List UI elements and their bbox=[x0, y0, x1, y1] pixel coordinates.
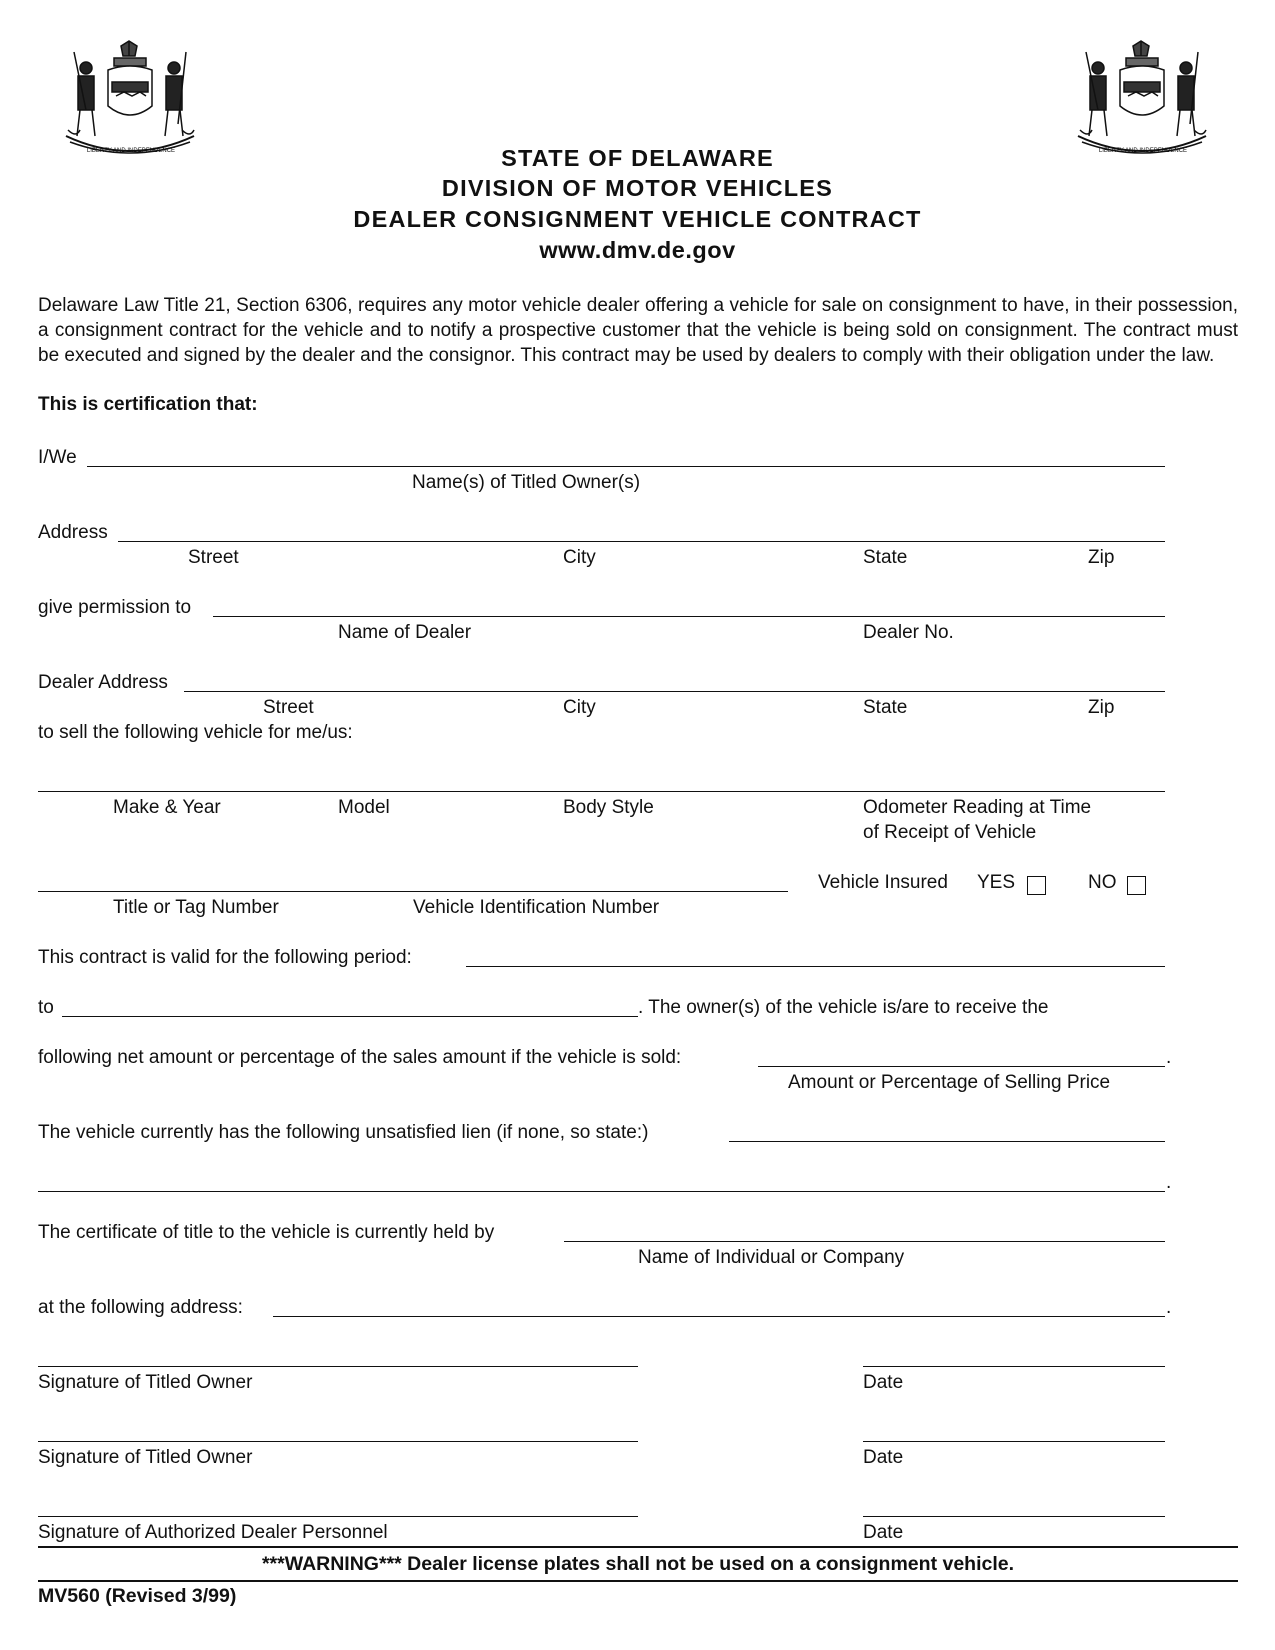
address-state-caption: State bbox=[863, 547, 908, 568]
title-holder-caption: Name of Individual or Company bbox=[638, 1247, 905, 1268]
dealer-name-caption: Name of Dealer bbox=[338, 622, 472, 643]
signature-owner-2-field[interactable] bbox=[38, 1441, 638, 1442]
vin-caption: Vehicle Identification Number bbox=[413, 897, 660, 918]
signature-owner-2-date-field[interactable] bbox=[863, 1441, 1165, 1442]
holder-address-label: at the following address: bbox=[38, 1297, 243, 1318]
vehicle-description-field[interactable] bbox=[38, 791, 1165, 792]
period-start-field[interactable] bbox=[466, 966, 1165, 967]
header-url[interactable]: www.dmv.de.gov bbox=[539, 237, 736, 263]
dealer-address-label: Dealer Address bbox=[38, 672, 168, 693]
body-style-caption: Body Style bbox=[563, 797, 654, 818]
signature-dealer-date-label: Date bbox=[863, 1522, 904, 1543]
title-tag-caption: Title or Tag Number bbox=[113, 897, 279, 918]
title-holder-label: The certificate of title to the vehicle is currently held by bbox=[38, 1222, 495, 1243]
header-state: STATE OF DELAWARE bbox=[501, 145, 774, 171]
sell-text: to sell the following vehicle for me/us: bbox=[38, 722, 353, 743]
period-label: This contract is valid for the following period: bbox=[38, 947, 412, 968]
owner-name-field[interactable] bbox=[87, 466, 1165, 467]
state-seal-right bbox=[1068, 40, 1218, 158]
lien-field[interactable] bbox=[729, 1141, 1165, 1142]
signature-owner-1-field[interactable] bbox=[38, 1366, 638, 1367]
svg-text:LIBERTY AND INDEPENDENCE: LIBERTY AND INDEPENDENCE bbox=[1098, 148, 1188, 154]
odometer-caption-1: Odometer Reading at Time bbox=[863, 797, 1092, 818]
title-holder-field[interactable] bbox=[564, 1241, 1165, 1242]
dealer-name-field[interactable] bbox=[213, 616, 1165, 617]
lien-period: . bbox=[1166, 1172, 1172, 1193]
address-street-caption: Street bbox=[188, 547, 239, 568]
owner-caption: Name(s) of Titled Owner(s) bbox=[412, 472, 641, 493]
svg-text:LIBERTY AND INDEPENDENCE: LIBERTY AND INDEPENDENCE bbox=[86, 148, 176, 154]
odometer-caption-2: of Receipt of Vehicle bbox=[863, 822, 1037, 843]
amount-period: . bbox=[1166, 1047, 1172, 1068]
certification-heading: This is certification that: bbox=[38, 394, 258, 415]
warning-text: ***WARNING*** Dealer license plates shall not be used on a consignment vehicle. bbox=[261, 1553, 1015, 1575]
lien-field-continued[interactable] bbox=[38, 1191, 1165, 1192]
signature-owner-2-date-label: Date bbox=[863, 1447, 904, 1468]
warning-bottom-rule bbox=[38, 1580, 1238, 1582]
address-zip-caption: Zip bbox=[1088, 547, 1115, 568]
signature-owner-1-date-label: Date bbox=[863, 1372, 904, 1393]
dealer-city-caption: City bbox=[563, 697, 596, 718]
holder-address-field[interactable] bbox=[273, 1316, 1165, 1317]
amount-caption: Amount or Percentage of Selling Price bbox=[788, 1072, 1111, 1093]
signature-dealer-date-field[interactable] bbox=[863, 1516, 1165, 1517]
owner-receive-text: . The owner(s) of the vehicle is/are to receive the bbox=[638, 997, 1049, 1018]
form-id: MV560 (Revised 3/99) bbox=[38, 1585, 237, 1607]
make-year-caption: Make & Year bbox=[113, 797, 221, 818]
model-caption: Model bbox=[338, 797, 390, 818]
insured-no-label: NO bbox=[1088, 872, 1117, 893]
vehicle-insured-label: Vehicle Insured bbox=[818, 872, 948, 893]
signature-owner-2-label: Signature of Titled Owner bbox=[38, 1447, 253, 1468]
insured-no-checkbox[interactable] bbox=[1127, 876, 1146, 895]
period-to-label: to bbox=[38, 997, 54, 1018]
period-end-field[interactable] bbox=[62, 1016, 638, 1017]
holder-address-period: . bbox=[1166, 1297, 1172, 1318]
signature-owner-1-date-field[interactable] bbox=[863, 1366, 1165, 1367]
address-city-caption: City bbox=[563, 547, 596, 568]
lien-label: The vehicle currently has the following unsatisfied lien (if none, so state:) bbox=[38, 1122, 649, 1143]
dealer-label: give permission to bbox=[38, 597, 192, 618]
dealer-no-caption: Dealer No. bbox=[863, 622, 954, 643]
address-label: Address bbox=[38, 522, 108, 543]
signature-dealer-label: Signature of Authorized Dealer Personnel bbox=[38, 1522, 388, 1543]
address-field[interactable] bbox=[118, 541, 1165, 542]
title-vin-field[interactable] bbox=[38, 891, 788, 892]
amount-field[interactable] bbox=[758, 1066, 1165, 1067]
intro-paragraph: Delaware Law Title 21, Section 6306, requires any motor vehicle dealer offering a vehicle for sale on consignment to have, in their possession, a consignment contract for the vehicle and to notify a prospective customer that the vehicle is being sold on consignment. The contract must be executed and signed by the dealer and the consignor. This contract may be used by dealers to comply with their obligation under the law. bbox=[38, 295, 1238, 366]
dealer-street-caption: Street bbox=[263, 697, 314, 718]
header-division: DIVISION OF MOTOR VEHICLES bbox=[441, 175, 834, 201]
signature-owner-1-label: Signature of Titled Owner bbox=[38, 1372, 253, 1393]
signature-dealer-field[interactable] bbox=[38, 1516, 638, 1517]
warning-top-rule bbox=[38, 1546, 1238, 1548]
owner-label: I/We bbox=[38, 447, 77, 468]
dealer-address-field[interactable] bbox=[184, 691, 1165, 692]
insured-yes-checkbox[interactable] bbox=[1027, 876, 1046, 895]
state-seal-left bbox=[56, 40, 206, 158]
dealer-zip-caption: Zip bbox=[1088, 697, 1115, 718]
amount-label: following net amount or percentage of the sales amount if the vehicle is sold: bbox=[38, 1047, 682, 1068]
header-form-title: DEALER CONSIGNMENT VEHICLE CONTRACT bbox=[353, 206, 922, 232]
insured-yes-label: YES bbox=[977, 872, 1016, 893]
dealer-state-caption: State bbox=[863, 697, 908, 718]
